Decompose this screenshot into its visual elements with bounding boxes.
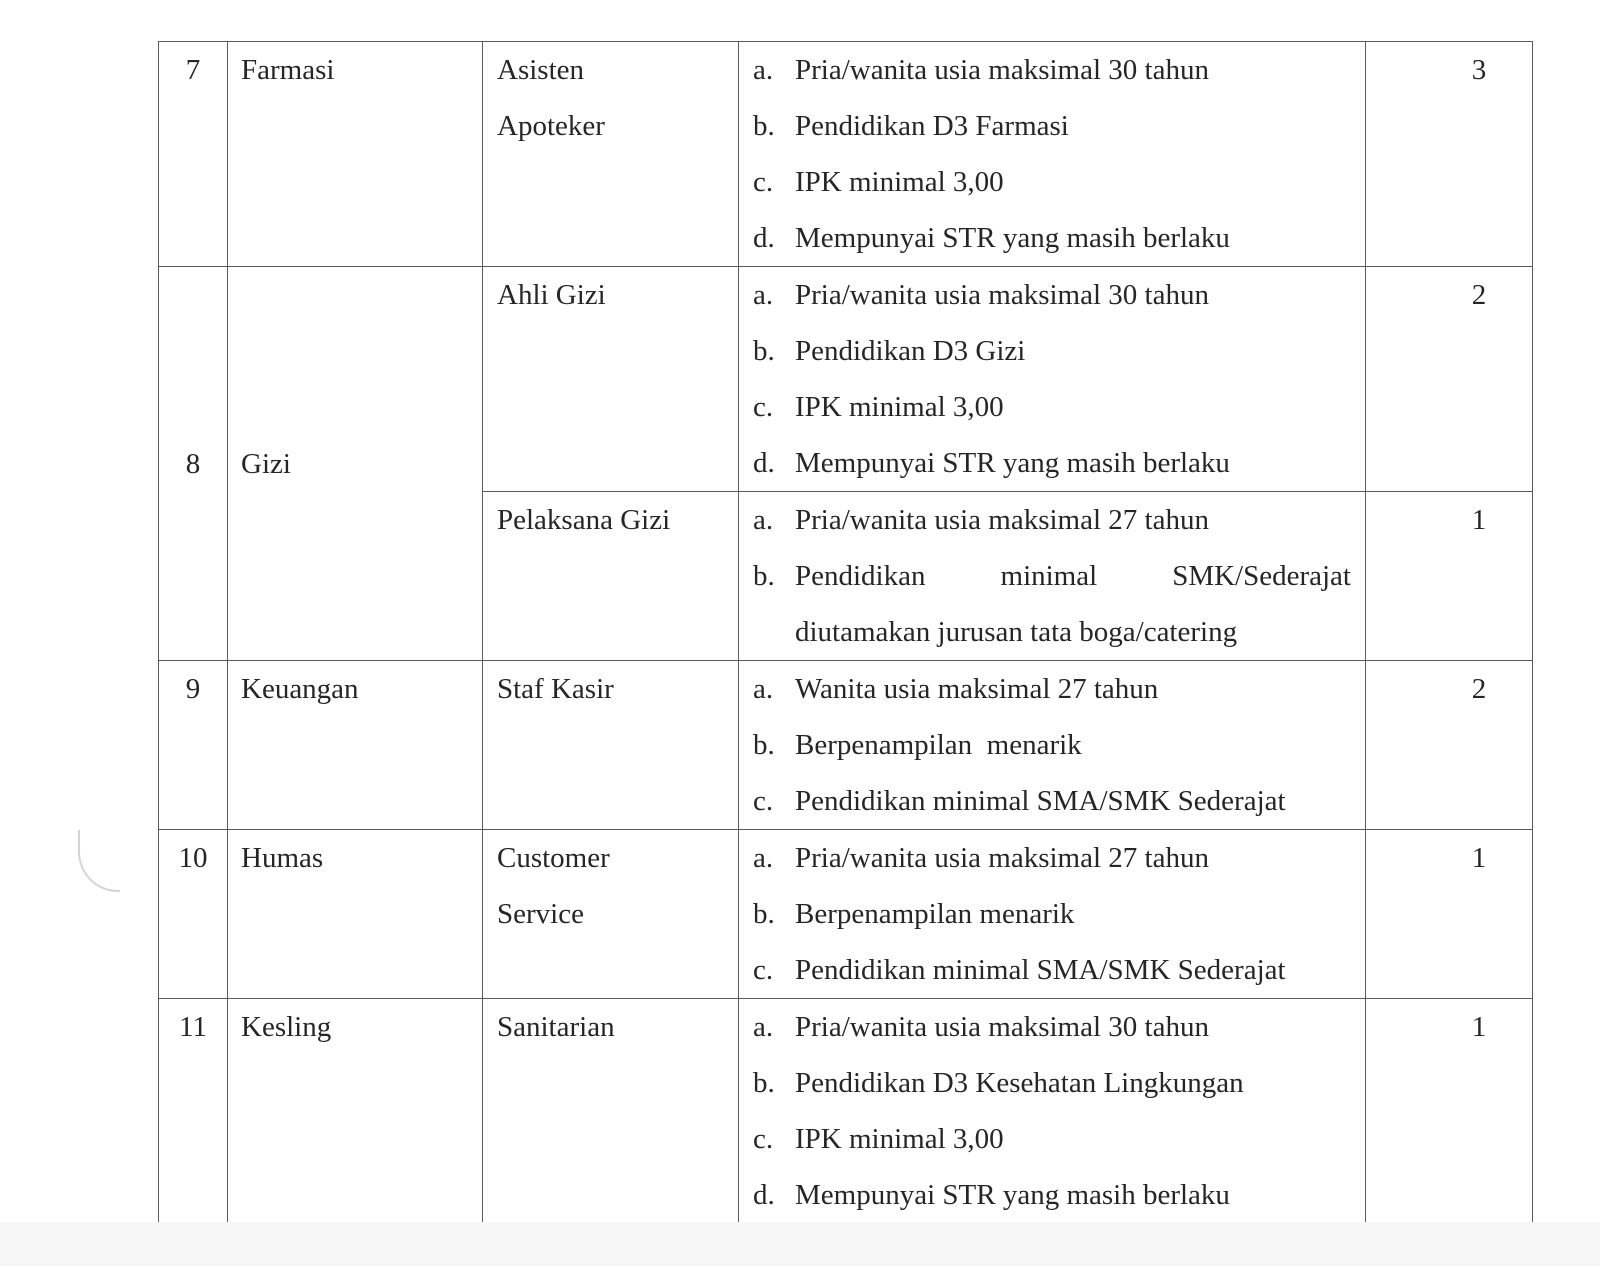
requirement-marker: a. <box>753 1011 774 1043</box>
requirement-marker: c. <box>753 391 774 423</box>
row-number: 7 <box>159 42 228 267</box>
requirement-text: Pria/wanita usia maksimal 30 tahun <box>795 1011 1209 1043</box>
requirement-marker: a. <box>753 673 774 705</box>
requirement-text: Pria/wanita usia maksimal 27 tahun <box>795 504 1209 536</box>
position-name <box>483 42 739 267</box>
requirement-marker: a. <box>753 279 774 311</box>
requirement-text: IPK minimal 3,00 <box>795 166 1004 198</box>
requirement-marker: b. <box>753 898 775 930</box>
requirement-marker: d. <box>753 447 775 479</box>
requirement-text: IPK minimal 3,00 <box>795 1123 1004 1155</box>
page-bottom-margin <box>0 1222 1600 1266</box>
requirement-item <box>753 717 1351 773</box>
position-line: Ahli Gizi <box>497 279 606 311</box>
row-number: 8 <box>159 267 228 661</box>
requirement-text: Pria/wanita usia maksimal 30 tahun <box>795 279 1209 311</box>
unit-name: Gizi <box>228 267 483 661</box>
requirement-marker: b. <box>753 729 775 761</box>
requirement-text: Berpenampilan menarik <box>795 729 1082 761</box>
requirement-item <box>753 435 1351 491</box>
requirement-marker: a. <box>753 842 774 874</box>
requirement-marker: b. <box>753 1067 775 1099</box>
requirement-item <box>753 661 1351 717</box>
unit-name: Kesling <box>228 999 483 1224</box>
requirement-text: Pendidikan minimal SMA/SMK Sederajat <box>795 954 1286 986</box>
unit-name: Keuangan <box>228 661 483 830</box>
quantity: 2 <box>1366 267 1533 492</box>
requirements-cell <box>739 830 1366 999</box>
table-row-7 <box>159 42 1533 267</box>
requirement-item <box>753 830 1351 886</box>
position-line: Staf Kasir <box>497 673 614 705</box>
requirement-text: Wanita usia maksimal 27 tahun <box>795 673 1159 705</box>
unit-name: Humas <box>228 830 483 999</box>
requirement-item <box>753 154 1351 210</box>
requirement-marker: a. <box>753 504 774 536</box>
requirements-cell <box>739 492 1366 661</box>
requirement-item <box>753 1167 1351 1223</box>
requirements-list <box>739 830 1365 998</box>
row-number: 11 <box>159 999 228 1224</box>
requirement-item <box>753 379 1351 435</box>
requirement-text: Mempunyai STR yang masih berlaku <box>795 447 1230 479</box>
binding-hole-mark <box>78 830 120 892</box>
requirements-list <box>739 661 1365 829</box>
table-row-10 <box>159 830 1533 999</box>
requirement-marker: c. <box>753 1123 774 1155</box>
unit-name: Farmasi <box>228 42 483 267</box>
row-number: 9 <box>159 661 228 830</box>
requirements-list <box>739 492 1365 660</box>
row-number: 10 <box>159 830 228 999</box>
position-name <box>483 492 739 661</box>
requirements-cell <box>739 999 1366 1224</box>
quantity: 3 <box>1366 42 1533 267</box>
requirement-marker: b. <box>753 110 775 142</box>
requirement-marker: c. <box>753 166 774 198</box>
requirement-item <box>753 886 1351 942</box>
requirement-item <box>753 1111 1351 1167</box>
requirement-text: Pendidikan minimal SMA/SMK Sederajat <box>795 785 1286 817</box>
requirements-list <box>739 999 1365 1223</box>
requirement-text: IPK minimal 3,00 <box>795 391 1004 423</box>
requirement-item <box>753 323 1351 379</box>
requirement-text: Mempunyai STR yang masih berlaku <box>795 222 1230 254</box>
requirement-text: Mempunyai STR yang masih berlaku <box>795 1179 1230 1211</box>
table-row-11 <box>159 999 1533 1224</box>
requirement-text: Pendidikan minimal SMK/Sederajat diutamakan jurusan tata boga/catering <box>795 560 1351 648</box>
requirement-item <box>753 548 1351 660</box>
requirement-text: Berpenampilan menarik <box>795 898 1075 930</box>
requirement-marker: c. <box>753 954 774 986</box>
table-row-9 <box>159 661 1533 830</box>
requirement-item <box>753 492 1351 548</box>
requirement-text: Pendidikan D3 Kesehatan Lingkungan <box>795 1067 1244 1099</box>
requirement-item <box>753 999 1351 1055</box>
requirement-item <box>753 773 1351 829</box>
requirement-text: Pria/wanita usia maksimal 27 tahun <box>795 842 1209 874</box>
requirements-cell <box>739 267 1366 492</box>
requirement-item <box>753 942 1351 998</box>
requirements-list <box>739 42 1365 266</box>
quantity: 1 <box>1366 830 1533 999</box>
position-line: Service <box>497 898 584 930</box>
requirement-marker: b. <box>753 335 775 367</box>
requirement-marker: b. <box>753 560 775 592</box>
requirement-marker: d. <box>753 222 775 254</box>
quantity: 1 <box>1366 492 1533 661</box>
requirement-text: Pria/wanita usia maksimal 30 tahun <box>795 54 1209 86</box>
requirement-item <box>753 42 1351 98</box>
requirement-item <box>753 98 1351 154</box>
quantity: 1 <box>1366 999 1533 1224</box>
requirement-item <box>753 210 1351 266</box>
requirements-cell <box>739 661 1366 830</box>
quantity: 2 <box>1366 661 1533 830</box>
position-line: Asisten <box>497 54 584 86</box>
position-line: Pelaksana Gizi <box>497 504 671 536</box>
requirement-item <box>753 1055 1351 1111</box>
position-name <box>483 999 739 1224</box>
job-requirements-table <box>158 41 1533 1223</box>
requirement-text: Pendidikan D3 Farmasi <box>795 110 1069 142</box>
requirement-item <box>753 267 1351 323</box>
position-name <box>483 267 739 492</box>
position-name <box>483 830 739 999</box>
position-line: Apoteker <box>497 110 605 142</box>
requirement-text: Pendidikan D3 Gizi <box>795 335 1026 367</box>
requirements-list <box>739 267 1365 491</box>
requirements-cell <box>739 42 1366 267</box>
position-name <box>483 661 739 830</box>
requirement-marker: a. <box>753 54 774 86</box>
table-row-8 <box>159 267 1533 492</box>
requirement-marker: c. <box>753 785 774 817</box>
position-line: Sanitarian <box>497 1011 615 1043</box>
position-line: Customer <box>497 842 610 874</box>
requirement-marker: d. <box>753 1179 775 1211</box>
